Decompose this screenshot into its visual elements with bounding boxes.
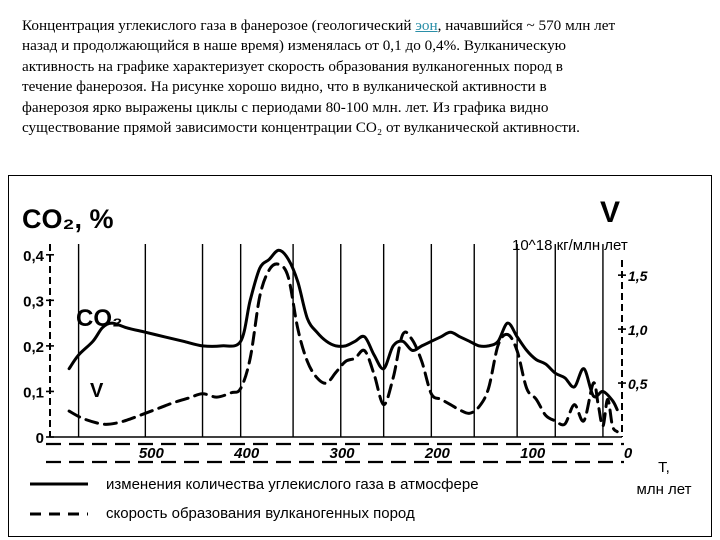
left-tick-label-1: 0,3	[23, 293, 44, 311]
x-tick-label-1: 400	[234, 445, 260, 462]
v-curve-label: V	[90, 380, 104, 402]
text-line-1-end: , начавшийся ~ 570 млн лет	[437, 17, 616, 34]
left-tick-label-2: 0,2	[23, 338, 44, 356]
x-axis-label-line-1: Т,	[658, 459, 670, 476]
right-tick-label-2: 0,5	[628, 376, 648, 393]
right-tick-label-1: 1,0	[628, 322, 648, 339]
legend-dashed-text: скорость образования вулканогенных пород	[106, 505, 415, 522]
left-axis-label: CO₂, %	[22, 204, 114, 234]
chart-ticks	[23, 248, 648, 462]
co2-series-line	[69, 250, 617, 410]
x-tick-label-5: 0	[623, 445, 633, 462]
x-tick-label-2: 300	[329, 445, 355, 462]
left-tick-label-4: 0	[35, 430, 44, 447]
eon-link[interactable]: эон	[415, 17, 438, 34]
text-line-5: фанерозоя ярко выражены циклы с периодами 80-100 млн. лет. Из графика видно	[22, 98, 549, 116]
right-axis-label: V	[600, 196, 621, 229]
text-line-3: активность на графике характеризует скорость образования вулканогенных пород в	[22, 57, 563, 75]
chart-series	[69, 250, 617, 431]
text-line-4: течение фанерозоя. На рисунке хорошо видно, что в вулканической активности в	[22, 78, 547, 96]
text-line-1-start: Концентрация углекислого газа в фанерозое (геологический	[22, 17, 416, 34]
text-line-6: существование прямой зависимости концентрации CO₂ от вулканической активности.	[22, 119, 580, 137]
left-tick-label-3: 0,1	[23, 384, 44, 402]
right-tick-label-0: 1,5	[628, 268, 648, 285]
chart-axes	[46, 244, 624, 462]
x-axis-label-line-2: млн лет	[636, 481, 692, 498]
legend-solid-text: изменения количества углекислого газа в атмосфере	[106, 476, 479, 493]
x-tick-label-4: 100	[520, 445, 546, 462]
vertical-gridlines	[79, 244, 603, 437]
x-tick-label-3: 200	[424, 445, 450, 462]
left-tick-label-0: 0,4	[23, 247, 44, 265]
text-line-2: назад и продолжающийся в наше время) изменялась от 0,1 до 0,4%. Вулканическую	[22, 37, 567, 55]
co2-curve-label: CO₂	[76, 305, 123, 332]
right-axis-unit: 10^18 кг/млн лет	[512, 237, 628, 254]
x-tick-label-0: 500	[138, 445, 164, 462]
